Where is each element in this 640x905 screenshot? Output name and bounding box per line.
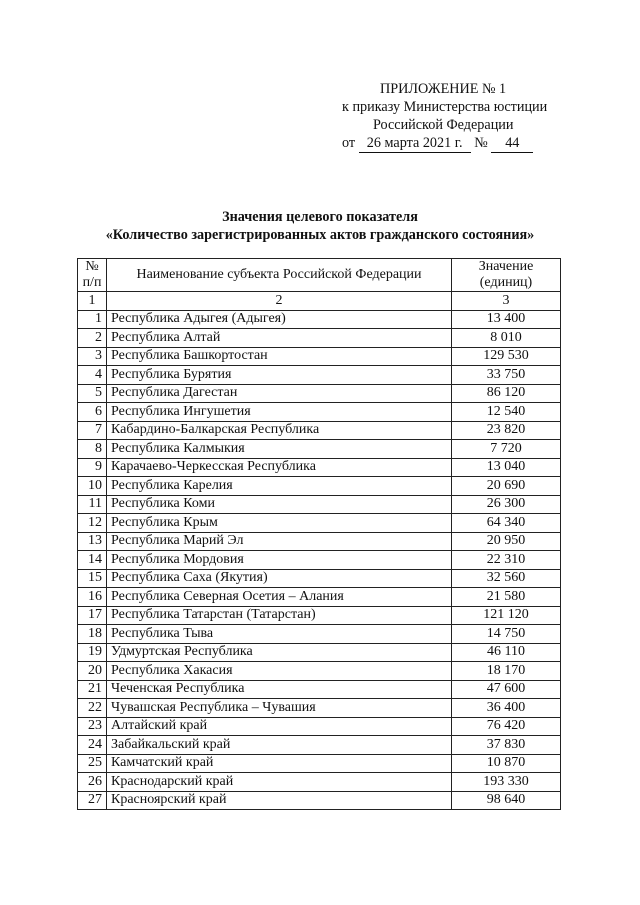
table-row: [78, 551, 561, 570]
row-value: 7 720: [452, 440, 561, 459]
document-heading: [70, 208, 570, 244]
row-subject-name: Республика Карелия: [107, 477, 452, 496]
row-subject-name: Республика Бурятия: [107, 366, 452, 385]
row-number: 6: [78, 403, 107, 422]
header-subject-name: Наименование субъекта Российской Федерации: [107, 259, 452, 292]
row-value: 47 600: [452, 680, 561, 699]
row-value: 32 560: [452, 569, 561, 588]
table-row: [78, 791, 561, 810]
row-value: 14 750: [452, 625, 561, 644]
table-row: [78, 662, 561, 681]
heading-line-2: «Количество зарегистрированных актов гражданского состояния»: [105, 227, 535, 243]
table-row: [78, 606, 561, 625]
header-value-line-1: Значение: [478, 259, 534, 274]
table-row: [78, 588, 561, 607]
row-subject-name: Республика Алтай: [107, 329, 452, 348]
annex-from-label: от: [342, 135, 356, 151]
row-value: 20 950: [452, 532, 561, 551]
row-subject-name: Республика Хакасия: [107, 662, 452, 681]
row-value: 21 580: [452, 588, 561, 607]
table-row: [78, 569, 561, 588]
table-row: [78, 384, 561, 403]
row-value: 76 420: [452, 717, 561, 736]
table-row: [78, 680, 561, 699]
row-subject-name: Республика Коми: [107, 495, 452, 514]
row-value: 86 120: [452, 384, 561, 403]
column-index-row: [78, 292, 561, 311]
table-row: [78, 458, 561, 477]
table-row: [78, 421, 561, 440]
row-subject-name: Республика Тыва: [107, 625, 452, 644]
table-row: [78, 477, 561, 496]
row-subject-name: Республика Северная Осетия – Алания: [107, 588, 452, 607]
row-number: 27: [78, 791, 107, 810]
row-subject-name: Алтайский край: [107, 717, 452, 736]
table-row: [78, 699, 561, 718]
row-value: 13 040: [452, 458, 561, 477]
table-row: [78, 403, 561, 422]
table-row: [78, 736, 561, 755]
row-number: 1: [78, 310, 107, 329]
row-number: 16: [78, 588, 107, 607]
header-number-line-2: п/п: [82, 275, 102, 290]
table-row: [78, 643, 561, 662]
table-body: [78, 310, 561, 810]
row-value: 22 310: [452, 551, 561, 570]
row-subject-name: Республика Мордовия: [107, 551, 452, 570]
table-row: [78, 514, 561, 533]
row-number: 9: [78, 458, 107, 477]
row-value: 33 750: [452, 366, 561, 385]
row-value: 20 690: [452, 477, 561, 496]
table-row: [78, 495, 561, 514]
row-number: 7: [78, 421, 107, 440]
row-number: 23: [78, 717, 107, 736]
row-number: 19: [78, 643, 107, 662]
annex-number: 44: [491, 134, 533, 153]
row-value: 36 400: [452, 699, 561, 718]
row-number: 25: [78, 754, 107, 773]
annex-date-line: [330, 134, 566, 153]
row-value: 37 830: [452, 736, 561, 755]
annex-block: [330, 80, 566, 153]
row-value: 64 340: [452, 514, 561, 533]
header-number: [78, 259, 107, 292]
row-number: 17: [78, 606, 107, 625]
row-subject-name: Республика Крым: [107, 514, 452, 533]
row-value: 129 530: [452, 347, 561, 366]
header-number-line-1: №: [85, 259, 99, 274]
header-value: [452, 259, 561, 292]
table-row: [78, 773, 561, 792]
row-subject-name: Республика Адыгея (Адыгея): [107, 310, 452, 329]
row-value: 26 300: [452, 495, 561, 514]
row-number: 11: [78, 495, 107, 514]
table-row: [78, 440, 561, 459]
row-number: 4: [78, 366, 107, 385]
row-value: 8 010: [452, 329, 561, 348]
row-number: 21: [78, 680, 107, 699]
row-value: 23 820: [452, 421, 561, 440]
row-value: 18 170: [452, 662, 561, 681]
column-index-cell: 2: [107, 292, 452, 311]
row-number: 26: [78, 773, 107, 792]
row-subject-name: Чувашская Республика – Чувашия: [107, 699, 452, 718]
row-subject-name: Забайкальский край: [107, 736, 452, 755]
row-subject-name: Республика Марий Эл: [107, 532, 452, 551]
row-number: 10: [78, 477, 107, 496]
annex-federation-line: Российской Федерации: [373, 117, 514, 133]
table-row: [78, 347, 561, 366]
row-number: 14: [78, 551, 107, 570]
row-subject-name: Камчатский край: [107, 754, 452, 773]
table-row: [78, 625, 561, 644]
row-subject-name: Республика Саха (Якутия): [107, 569, 452, 588]
column-index-cell: 3: [452, 292, 561, 311]
heading-line-1: Значения целевого показателя: [222, 209, 418, 225]
row-subject-name: Удмуртская Республика: [107, 643, 452, 662]
row-value: 12 540: [452, 403, 561, 422]
row-subject-name: Красноярский край: [107, 791, 452, 810]
row-number: 8: [78, 440, 107, 459]
table-row: [78, 717, 561, 736]
annex-number-label: №: [474, 135, 488, 151]
row-subject-name: Республика Татарстан (Татарстан): [107, 606, 452, 625]
table-header-row: [78, 259, 561, 292]
indicator-table: [77, 258, 561, 810]
table-row: [78, 532, 561, 551]
row-subject-name: Чеченская Республика: [107, 680, 452, 699]
row-number: 22: [78, 699, 107, 718]
row-value: 10 870: [452, 754, 561, 773]
table-row: [78, 754, 561, 773]
column-index-cell: 1: [78, 292, 107, 311]
row-number: 12: [78, 514, 107, 533]
row-value: 121 120: [452, 606, 561, 625]
annex-date: 26 марта 2021 г.: [359, 134, 471, 153]
row-number: 2: [78, 329, 107, 348]
row-number: 15: [78, 569, 107, 588]
row-subject-name: Республика Дагестан: [107, 384, 452, 403]
annex-title: ПРИЛОЖЕНИЕ № 1: [380, 81, 507, 97]
row-subject-name: Республика Калмыкия: [107, 440, 452, 459]
row-subject-name: Республика Ингушетия: [107, 403, 452, 422]
row-number: 3: [78, 347, 107, 366]
row-number: 13: [78, 532, 107, 551]
row-value: 13 400: [452, 310, 561, 329]
table-row: [78, 366, 561, 385]
annex-order-line: к приказу Министерства юстиции: [342, 99, 548, 115]
row-number: 18: [78, 625, 107, 644]
row-number: 24: [78, 736, 107, 755]
row-subject-name: Краснодарский край: [107, 773, 452, 792]
row-value: 46 110: [452, 643, 561, 662]
row-subject-name: Карачаево-Черкесская Республика: [107, 458, 452, 477]
row-subject-name: Кабардино-Балкарская Республика: [107, 421, 452, 440]
row-value: 193 330: [452, 773, 561, 792]
row-number: 20: [78, 662, 107, 681]
header-value-line-2: (единиц): [479, 275, 533, 290]
table-row: [78, 329, 561, 348]
table-row: [78, 310, 561, 329]
row-value: 98 640: [452, 791, 561, 810]
row-number: 5: [78, 384, 107, 403]
row-subject-name: Республика Башкортостан: [107, 347, 452, 366]
